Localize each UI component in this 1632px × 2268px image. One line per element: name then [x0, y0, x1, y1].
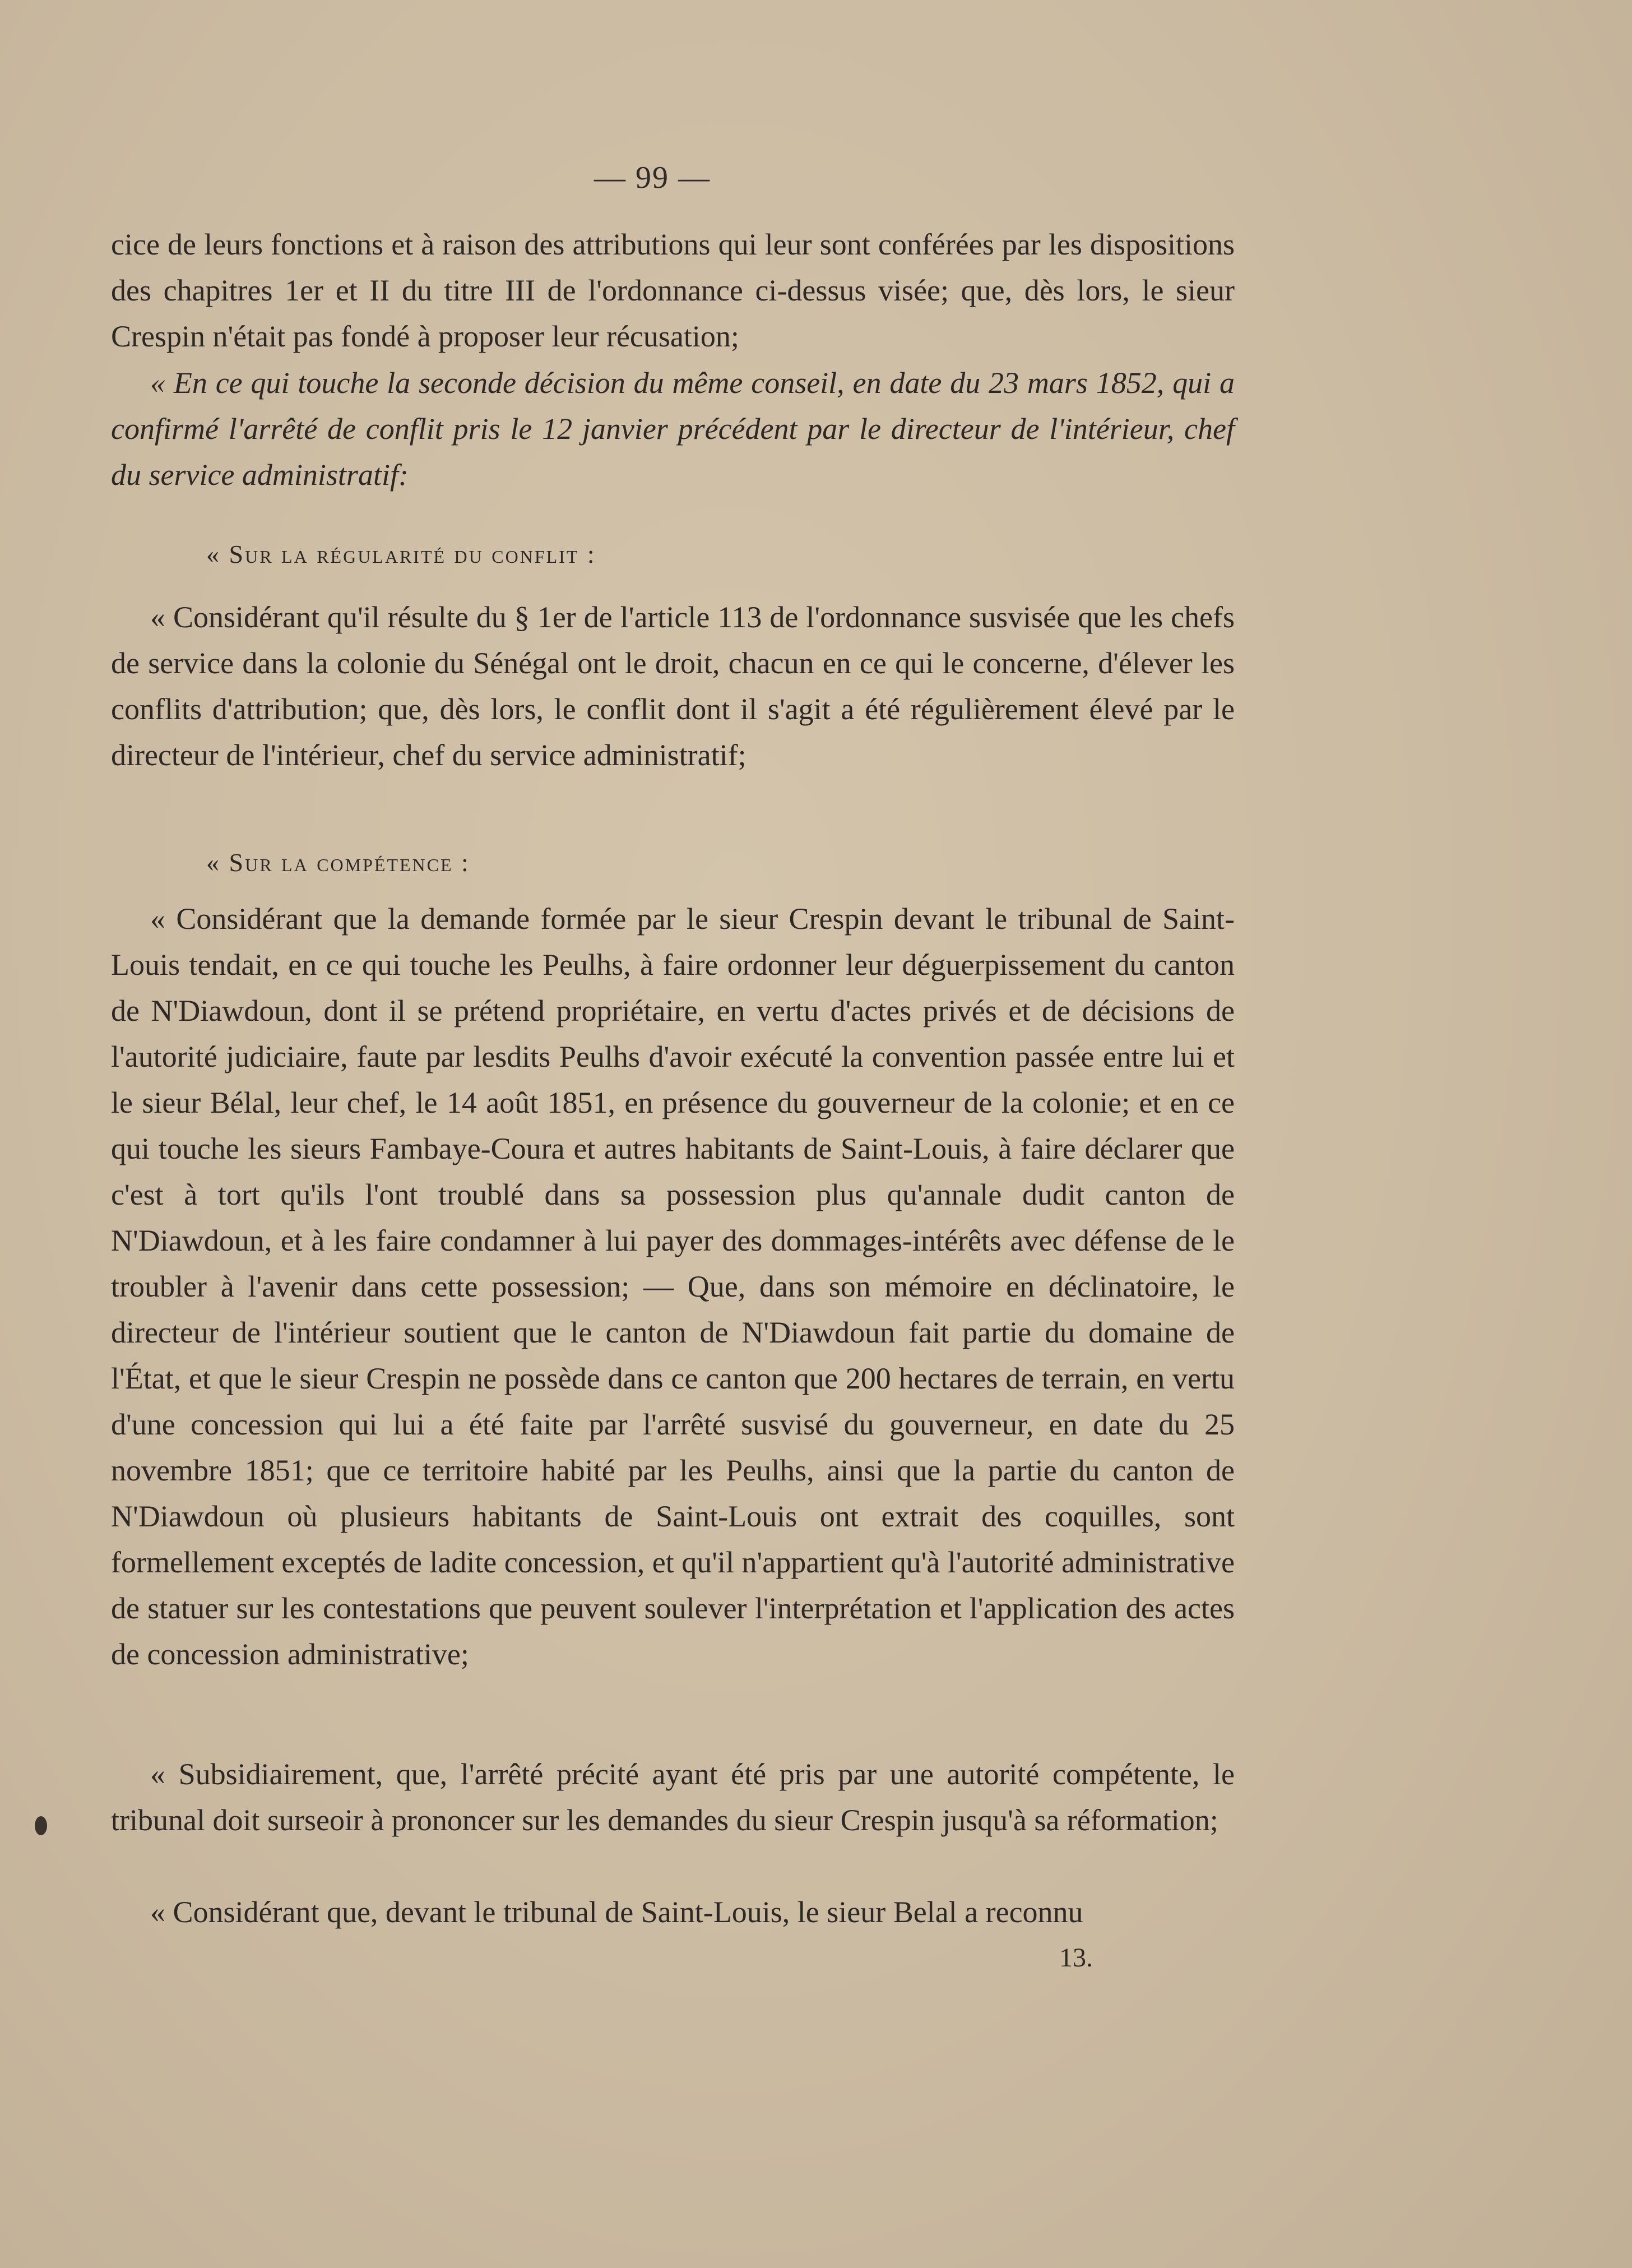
paragraph-considerant-belal: « Considérant que, devant le tribunal de Saint-Louis, le sieur Belal a reconnu	[150, 1895, 1083, 1929]
paragraph-continuation: cice de leurs fonctions et à raison des attributions qui leur sont conférées par les dispositions des chapitres 1er et II du titre III de l'ordonnance ci-dessus visée; que, dès lors, le sieur Crespin n'était pas fondé à proposer leur récusation;	[111, 228, 1235, 353]
ink-spot	[35, 1816, 47, 1835]
paragraph-second-decision: « En ce qui touche la seconde décision du même conseil, en date du 23 mars 1852, qui a confirmé l'arrêté de conflit pris le 12 janvier précédent par le directeur de l'intérieur, chef du service administratif:	[111, 366, 1235, 492]
signature-mark: 13.	[1059, 1943, 1093, 1973]
paragraph-considerant-article-113: « Considérant qu'il résulte du § 1er de l'article 113 de l'ordonnance susvisée que les chefs de service dans la colonie du Sénégal ont le droit, chacun en ce qui le concerne, d'élever les conflits d'attribution; que, dès lors, le conflit dont il s'agit a été régulièrement élevé par le directeur de l'intérieur, chef du service administratif;	[111, 600, 1235, 772]
page-number: — 99 —	[594, 160, 711, 195]
paragraph-subsidiairement: « Subsidiairement, que, l'arrêté précité ayant été pris par une autorité compétente, le tribunal doit surseoir à prononcer sur les demandes du sieur Crespin jusqu'à sa réformation;	[111, 1757, 1235, 1837]
heading-competence: « Sur la compétence :	[206, 848, 470, 877]
paragraph-considerant-demande: « Considérant que la demande formée par le sieur Crespin devant le tribunal de Saint-Louis tendait, en ce qui touche les Peulhs, à faire ordonner leur déguerpissement du canton de N'Diawdoun, dont il se prétend propriétaire, en vertu d'actes privés et de décisions de l'autorité judiciaire, faute par lesdits Peulhs d'avoir exécuté la convention passée entre lui et le sieur Bélal, leur chef, le 14 août 1851, en présence du gouverneur de la colonie; et en ce qui touche les sieurs Fambaye-Coura et autres habitants de Saint-Louis, à faire déclarer que c'est à tort qu'ils l'ont troublé dans sa possession plus qu'annale dudit canton de N'Diawdoun, et à les faire condamner à lui payer des dommages-intérêts avec défense de le troubler à l'avenir dans cette possession; — Que, dans son mémoire en déclinatoire, le directeur de l'intérieur soutient que le canton de N'Diawdoun fait partie du domaine de l'État, et que le sieur Crespin ne possède dans ce canton que 200 hectares de terrain, en vertu d'une concession qui lui a été faite par l'arrêté susvisé du gouverneur, en date du 25 novembre 1851; que ce territoire habité par les Peulhs, ainsi que la partie du canton de N'Diawdoun où plusieurs habitants de Saint-Louis ont extrait des coquilles, sont formellement exceptés de ladite concession, et qu'il n'appartient qu'à l'autorité administrative de statuer sur les contestations que peuvent soulever l'interprétation et l'application des actes de concession administrative;	[111, 902, 1235, 1671]
heading-regularite-conflit: « Sur la régularité du conflit :	[206, 540, 596, 568]
